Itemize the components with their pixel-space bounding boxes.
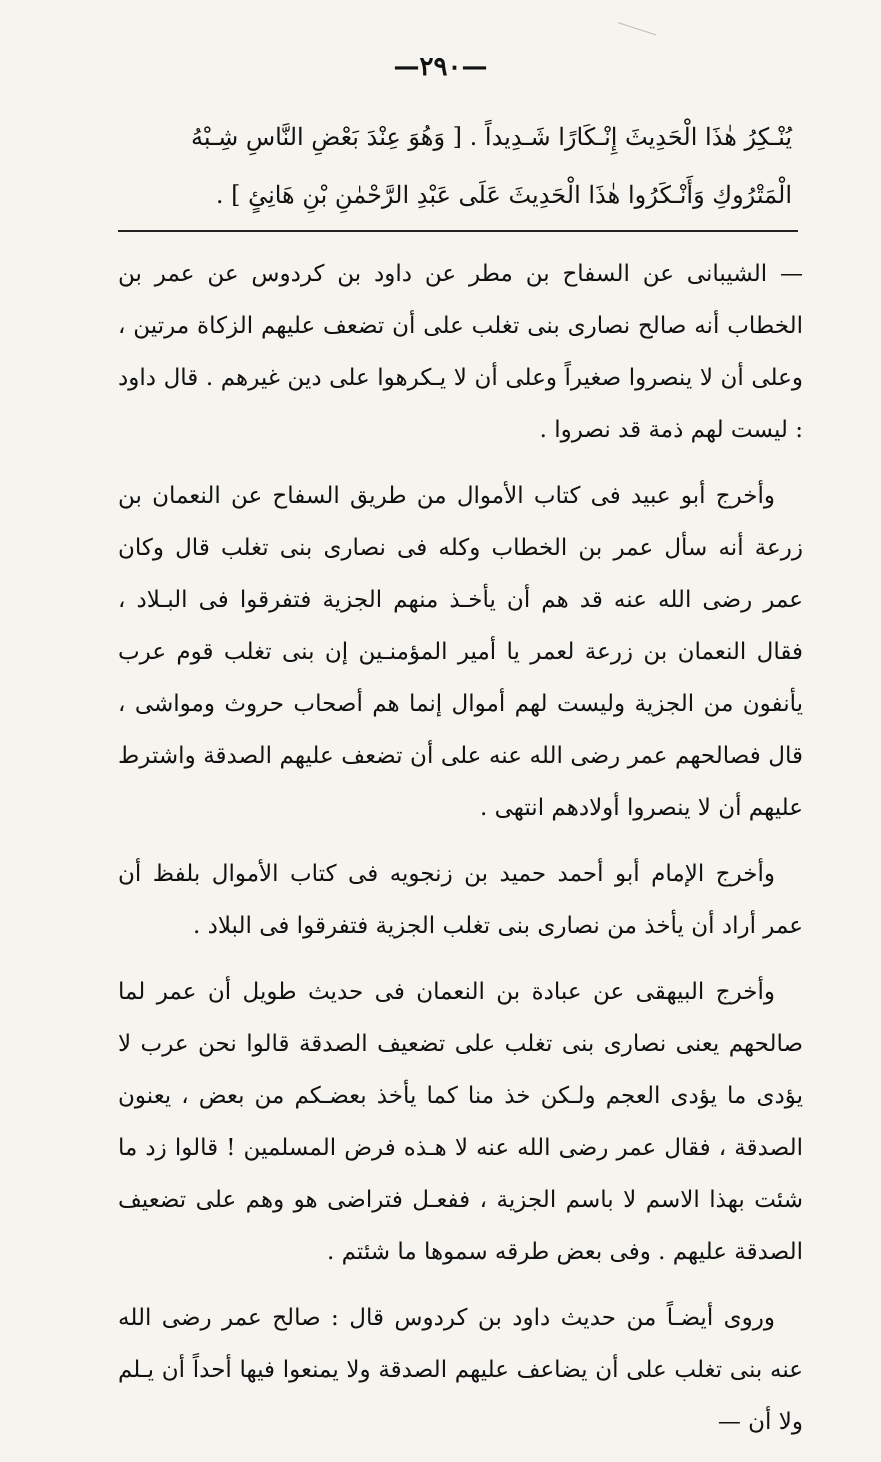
- paragraph: وأخرج الإمام أبو أحمد حميد بن زنجويه فى كتاب الأموال بلفظ أن عمر أراد أن يأخذ من نصارى بنى تغلب الجزية فتفرقوا فى البلاد .: [118, 861, 803, 939]
- paragraph: وأخرج أبو عبيد فى كتاب الأموال من طريق السفاح عن النعمان بن زرعة أنه سأل عمر بن الخطاب وكله فى نصارى بنى تغلب قال وكان عمر رضى الله عنه قد هم أن يأخـذ منهم الجزية فتفرقوا فى البـلاد ، فقال النعمان بن زرعة لعمر يا أمير المؤمنـين إن بنى تغلب قوم عرب يأنفون من الجزية وليست لهم أموال إنما هم أصحاب حروث ومواشى ، قال فصالحهم عمر رضى الله عنه على أن تضعف عليهم الصدقة واشترط عليهم أن لا ينصروا أولادهم انتهى .: [118, 483, 803, 821]
- footnote-line: يُنْـكِرُ هٰذَا الْحَدِيثَ إِنْـكَارًا شَـدِيداً . [ وَهُوَ عِنْدَ بَعْضِ النَّاسِ شِـبْهُ: [190, 123, 792, 151]
- paragraph: وأخرج البيهقى عن عبادة بن النعمان فى حديث طويل أن عمر لما صالحهم يعنى نصارى بنى تغلب على تضعيف الصدقة قالوا نحن عرب لا يؤدى ما يؤدى العجم ولـكن خذ منا كما يأخذ بعضـكم من بعض ، يعنون الصدقة ، فقال عمر رضى الله عنه لا هـذه فرض المسلمين ! قالوا زد ما شئت بهذا الاسم لا باسم الجزية ، ففعـل فتراضى هو وهم على تضعيف الصدقة عليهم . وفى بعض طرقه سموها ما شئتم .: [118, 979, 803, 1265]
- paper-crease: [614, 22, 657, 49]
- paragraph: — الشيبانى عن السفاح بن مطر عن داود بن كردوس عن عمر بن الخطاب أنه صالح نصارى بنى تغلب على أن تضعف عليهم الزكاة مرتين ، وعلى أن لا ينصروا صغيراً وعلى أن لا يـكرهوا على دين غيرهم . قال داود : ليست لهم ذمة قد نصروا .: [118, 261, 803, 443]
- footnote-continuation: [112, 108, 792, 224]
- footnote-line: الْمَتْرُوكِ وَأَنْـكَرُوا هٰذَا الْحَدِيثَ عَلَى عَبْدِ الرَّحْمٰنِ بْنِ هَانِئٍ ] .: [215, 181, 792, 209]
- main-text: [118, 248, 803, 1462]
- paragraph: وروى أيضـاً من حديث داود بن كردوس قال : صالح عمر رضى الله عنه بنى تغلب على أن يضاعف عليهم الصدقة ولا يمنعوا فيها أحداً أن يـلم ولا أن —: [118, 1305, 803, 1435]
- page-number: —٢٩٠—: [393, 52, 488, 82]
- section-divider: [118, 230, 798, 232]
